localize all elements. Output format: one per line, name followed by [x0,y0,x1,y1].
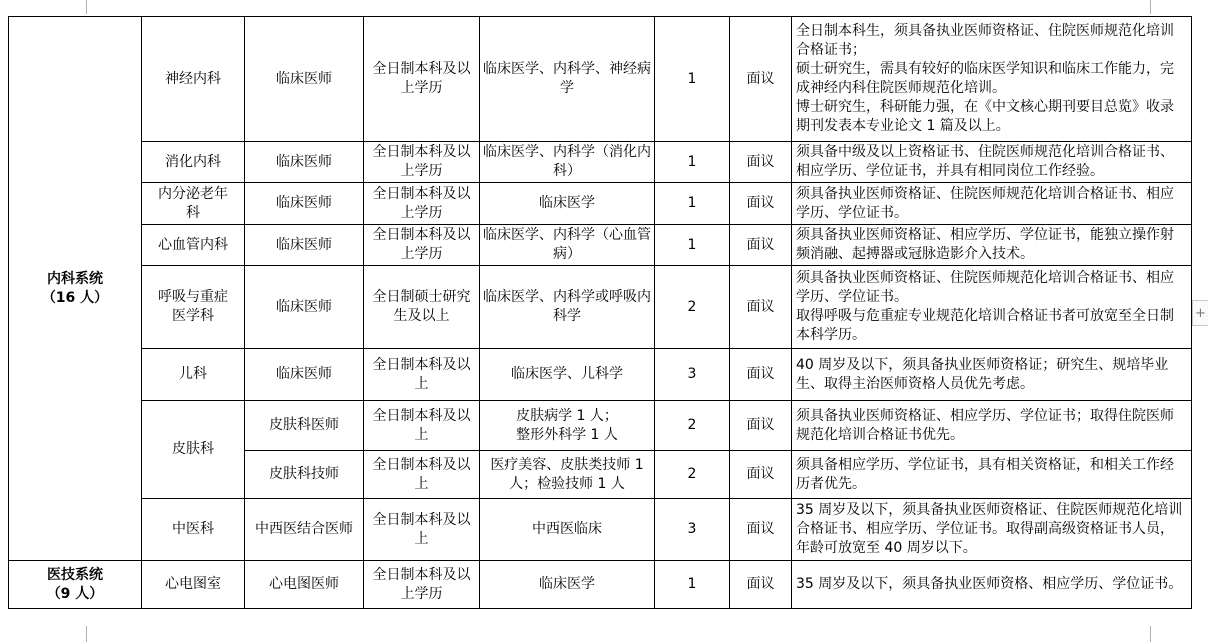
education-cell: 全日制本科及以上 [364,499,480,561]
position-cell: 皮肤科医师 [245,401,364,451]
page-corner-mark [60,626,87,642]
dept-cell: 中医科 [142,499,245,561]
education-cell: 全日制本科及以上学历 [364,561,480,609]
requirements-cell: 35 周岁及以下，须具备执业医师资格证、住院医师规范化培训合格证书、相应学历、学位证书。取得副高级资格证书人员，年龄可放宽至 40 周岁以下。 [792,499,1192,561]
salary-cell: 面议 [730,225,792,266]
dept-cell: 心血管内科 [142,225,245,266]
dept-label: 内分泌老年科 [158,185,228,221]
position-cell: 皮肤科技师 [245,451,364,499]
dept-cell: 神经内科 [142,17,245,142]
education-cell: 全日制本科及以上学历 [364,225,480,266]
salary-cell: 面议 [730,183,792,225]
headcount-cell: 2 [655,266,730,349]
table-row [9,499,1192,561]
table-row [9,349,1192,401]
system-cell [9,17,142,561]
education-cell: 全日制硕士研究生及以上 [364,266,480,349]
dept-cell: 心电图室 [142,561,245,609]
table-row [9,142,1192,183]
position-cell: 临床医师 [245,17,364,142]
headcount-cell: 1 [655,142,730,183]
position-cell: 心电图医师 [245,561,364,609]
table-row [9,183,1192,225]
education-cell: 全日制本科及以上学历 [364,142,480,183]
headcount-cell: 1 [655,17,730,142]
headcount-cell: 3 [655,499,730,561]
education-cell: 全日制本科及以上 [364,401,480,451]
system-cell [9,561,142,609]
major-cell: 临床医学、内科学、神经病学 [480,17,655,142]
salary-cell: 面议 [730,142,792,183]
position-cell: 临床医师 [245,183,364,225]
salary-cell: 面议 [730,561,792,609]
dept-cell: 消化内科 [142,142,245,183]
dept-cell [142,183,245,225]
education-cell: 全日制本科及以上 [364,451,480,499]
salary-cell: 面议 [730,266,792,349]
requirements-cell: 须具备执业医师资格证、相应学历、学位证书；取得住院医师规范化培训合格证书优先。 [792,401,1192,451]
major-cell: 临床医学、内科学（心血管病） [480,225,655,266]
education-cell: 全日制本科及以上学历 [364,17,480,142]
table-row [9,17,1192,142]
requirements-cell: 须具备相应学历、学位证书，具有相关资格证，和相关工作经历者优先。 [792,451,1192,499]
requirements-cell: 40 周岁及以下，须具备执业医师资格证；研究生、规培毕业生、取得主治医师资格人员优先考虑。 [792,349,1192,401]
add-column-plus-icon[interactable]: + [1192,300,1208,326]
system-name: 医技系统 [47,566,103,583]
requirements-cell: 须具备执业医师资格证、住院医师规范化培训合格证书、相应学历、学位证书。 [792,183,1192,225]
system-name: 内科系统 [47,270,103,287]
page-corner-mark [1150,0,1177,14]
major-cell: 临床医学 [480,561,655,609]
page-corner-mark [60,0,87,14]
system-headcount: （16 人） [41,289,109,306]
headcount-cell: 1 [655,225,730,266]
requirements-cell: 须具备执业医师资格证、相应学历、学位证书，能独立操作射频消融、起搏器或冠脉造影介入技术。 [792,225,1192,266]
position-cell: 临床医师 [245,349,364,401]
position-cell: 临床医师 [245,266,364,349]
requirements-cell: 须具备执业医师资格证、住院医师规范化培训合格证书、相应学历、学位证书。 取得呼吸与危重症专业规范化培训合格证书者可放宽至全日制本科学历。 [792,266,1192,349]
table-row [9,225,1192,266]
table-row [9,266,1192,349]
requirements-cell: 须具备中级及以上资格证书、住院医师规范化培训合格证书、相应学历、学位证书，并具有相同岗位工作经验。 [792,142,1192,183]
salary-cell: 面议 [730,499,792,561]
position-cell: 临床医师 [245,225,364,266]
headcount-cell: 2 [655,451,730,499]
table-row [9,561,1192,609]
requirements-cell: 35 周岁及以下，须具备执业医师资格、相应学历、学位证书。 [792,561,1192,609]
dept-cell: 儿科 [142,349,245,401]
headcount-cell: 1 [655,183,730,225]
headcount-cell: 2 [655,401,730,451]
major-cell: 临床医学 [480,183,655,225]
recruitment-table [8,16,1192,609]
position-label: 中西医结合医师 [255,521,353,537]
major-cell: 皮肤病学 1 人； 整形外科学 1 人 [480,401,655,451]
major-cell: 中西医临床 [480,499,655,561]
salary-cell: 面议 [730,17,792,142]
position-cell: 临床医师 [245,142,364,183]
dept-label: 呼吸与重症医学科 [158,289,228,324]
system-headcount: （9 人） [46,585,104,602]
headcount-cell: 1 [655,561,730,609]
page-corner-mark [1150,626,1177,642]
salary-cell: 面议 [730,451,792,499]
major-cell: 临床医学、儿科学 [480,349,655,401]
headcount-cell: 3 [655,349,730,401]
table-row [9,401,1192,451]
salary-cell: 面议 [730,349,792,401]
salary-cell: 面议 [730,401,792,451]
dept-cell: 皮肤科 [142,401,245,499]
major-cell: 医疗美容、皮肤类技师 1 人；检验技师 1 人 [480,451,655,499]
major-cell: 临床医学、内科学（消化内科） [480,142,655,183]
position-cell [245,499,364,561]
major-cell: 临床医学、内科学或呼吸内科学 [480,266,655,349]
education-cell: 全日制本科及以上 [364,349,480,401]
dept-cell [142,266,245,349]
requirements-cell: 全日制本科生，须具备执业医师资格证、住院医师规范化培训合格证书； 硕士研究生，需具有较好的临床医学知识和临床工作能力，完成神经内科住院医师规范化培训。 博士研究生，科研能力强，在《中文核心期刊要目总览》收录期刊发表本专业论文 1 篇及以上。 [792,17,1192,142]
education-cell: 全日制本科及以上学历 [364,183,480,225]
